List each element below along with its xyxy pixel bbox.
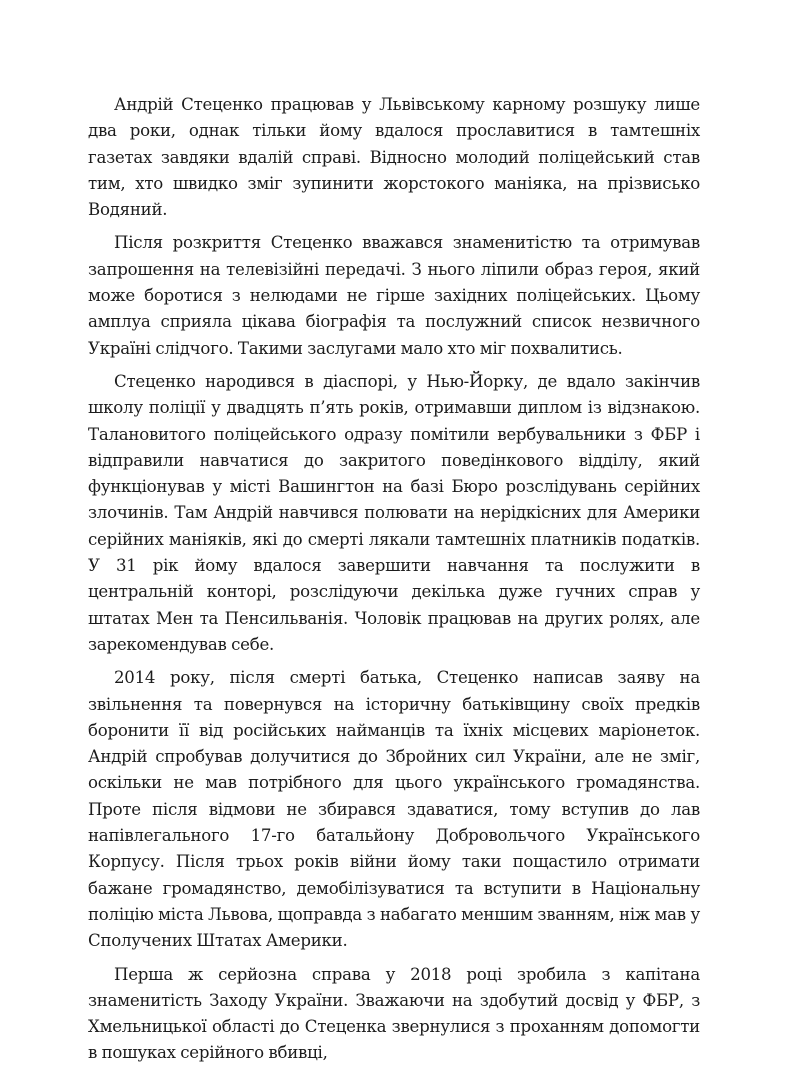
document-page bbox=[88, 92, 700, 1074]
paragraph-5: Перша ж серйозна справа у 2018 році зробила з капітана знаменитість Заходу України. Зважаючи на здобутий досвід у ФБР, з Хмельницької області до Стеценка звернулися з проханням допомогти в пошуках серійного вбивці, bbox=[88, 964, 700, 1063]
paragraph-4: 2014 року, після смерті батька, Стеценко написав заяву на звільнення та повернувся на історичну батьківщину своїх предків боронити її від російських найманців та їхніх місцевих маріонеток. Андрій спробував долучитися до Збройних сил України, але не зміг, оскільки не мав потрібного для цього українського громадянства. Проте після відмови не збирався здаватися, тому вступив до лав напівлегального 17-го батальйону Добровольчого Українського Корпусу. Після трьох років війни йому таки пощастило отримати бажане громадянство, демобілізуватися та вступити в Національну поліцію міста Львова, щоправда з набагато меншим званням, ніж мав у Сполучених Штатах Америки. bbox=[88, 668, 700, 951]
paragraph-1: Андрій Стеценко працював у Львівському карному розшуку лише два роки, однак тільки йому вдалося прославитися в тамтешніх газетах завдяки вдалій справі. Відносно молодий поліцейський став тим, хто швидко зміг зупинити жорстокого маніяка, на прізвисько Водяний. bbox=[88, 95, 700, 220]
paragraph-3: Стеценко народився в діаспорі, у Нью-Йорку, де вдало закінчив школу поліції у двадцять п’ять років, отримавши диплом із відзнакою. Талановитого поліцейського одразу помітили вербувальники з ФБР і відправили навчатися до закритого поведінкового відділу, який функціонував у місті Вашингтон на базі Бюро розслідувань серійних злочинів. Там Андрій навчився полювати на нерідкісних для Америки серійних маніяків, які до смерті лякали тамтешніх платників податків. У 31 рік йому вдалося завершити навчання та послужити в центральній конторі, розслідуючи декілька дуже гучних справ у штатах Мен та Пенсильванія. Чоловік працював на других ролях, але зарекомендував себе. bbox=[88, 371, 700, 654]
paragraph-2: Після розкриття Стеценко вважався знаменитістю та отримував запрошення на телевізійні передачі. З нього ліпили образ героя, який може боротися з нелюдами не гірше західних поліцейських. Цьому амплуа сприяла цікава біографія та послужний список незвичного Україні слідчого. Такими заслугами мало хто міг похвалитись. bbox=[88, 233, 700, 358]
